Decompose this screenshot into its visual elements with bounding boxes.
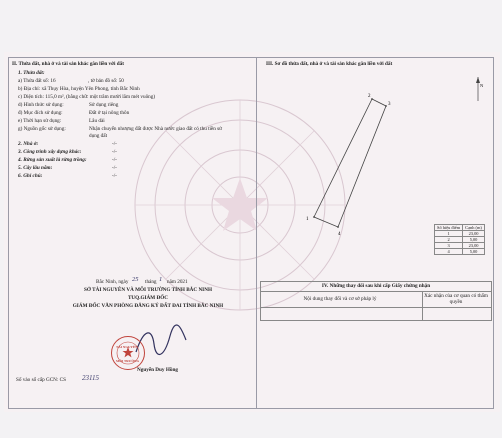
parcel-area: c) Diện tích: 115,0 m², (bằng chữ: một trăm mười lăm mét vuông) <box>18 94 156 100</box>
vertex-marker <box>313 216 315 218</box>
usage-purpose-label: đ) Mục đích sử dụng: <box>18 110 63 116</box>
changes-column-confirmation: Xác nhận của cơ quan có thẩm quyền <box>424 293 488 305</box>
column-divider <box>256 57 257 409</box>
planted-forest-value: -/- <box>112 157 117 163</box>
planted-forest-label: 4. Rừng sản xuất là rừng trồng: <box>18 157 87 163</box>
land-parcel-heading: 1. Thửa đất: <box>18 70 45 76</box>
department-name: SỞ TÀI NGUYÊN VÀ MÔI TRƯỜNG TỈNH BẮC NINH <box>84 287 212 293</box>
registration-office-name: GIÁM ĐỐC VĂN PHÒNG ĐĂNG KÝ ĐẤT ĐAI TỈNH BẮC NINH <box>72 303 224 309</box>
cell-point: 1 <box>435 231 463 237</box>
perennial-trees-value: -/- <box>112 165 117 171</box>
table-header-edge: Cạnh (m) <box>463 225 485 231</box>
cell-edge: 23,00 <box>463 231 485 237</box>
stamp-text-bottom: MÔI TRƯỜNG <box>116 359 140 363</box>
other-construction-value: -/- <box>112 149 117 155</box>
section-4-title: IV. Những thay đổi sau khi cấp Giấy chứng nhận <box>321 283 431 289</box>
changes-column-content: Nội dung thay đổi và cơ sở pháp lý <box>303 296 377 302</box>
serial-label: Số vào sổ cấp GCN: CS <box>16 377 67 383</box>
parcel-address: b) Địa chỉ: xã Thụy Hòa, huyện Yên Phong, tỉnh Bắc Ninh <box>18 86 140 92</box>
usage-form-value: Sử dụng riêng <box>89 102 119 108</box>
table-header-point: Số hiệu điểm <box>435 225 463 231</box>
usage-purpose-value: Đất ở tại nông thôn <box>89 110 130 116</box>
house-label: 2. Nhà ở: <box>18 141 39 147</box>
parcel-outline <box>314 99 386 227</box>
section-2-title: II. Thửa đất, nhà ở và tài sản khác gắn liền với đất <box>12 61 124 67</box>
issue-date-month-handwritten: 1 <box>159 276 163 283</box>
north-label: N <box>480 83 484 88</box>
table-row <box>435 249 485 255</box>
vertex-edge-table <box>434 224 485 255</box>
issue-date-prefix: Bắc Ninh, ngày <box>96 279 129 285</box>
cell-point: 4 <box>435 249 463 255</box>
vertex-marker <box>337 226 339 228</box>
vertex-marker <box>385 105 387 107</box>
vertex-label-3: 3 <box>388 102 391 107</box>
vertex-label-2: 2 <box>368 94 371 99</box>
cell-edge: 5,00 <box>463 237 485 243</box>
map-sheet-number: , tờ bản đồ số: 50 <box>88 78 124 84</box>
north-arrow-icon <box>476 77 484 101</box>
issue-date-month-word: tháng <box>145 279 157 285</box>
notes-value: -/- <box>112 173 117 179</box>
signer-name: Nguyễn Duy Hồng <box>137 367 178 373</box>
vertex-marker <box>371 98 373 100</box>
vertex-label-4: 4 <box>338 232 341 237</box>
perennial-trees-label: 5. Cây lâu năm: <box>18 165 53 171</box>
notes-label: 6. Ghi chú: <box>18 173 43 179</box>
usage-term-value: Lâu dài <box>89 118 105 124</box>
usage-origin-value-1: Nhận chuyển nhượng đất được Nhà nước giao đất có thu tiền sử <box>89 126 222 132</box>
serial-handwritten: 23115 <box>82 374 99 382</box>
cell-point: 3 <box>435 243 463 249</box>
cell-point: 2 <box>435 237 463 243</box>
house-value: -/- <box>112 141 117 147</box>
issue-date-day-handwritten: 25 <box>132 276 139 283</box>
other-construction-label: 3. Công trình xây dựng khác: <box>18 149 82 155</box>
changes-column-divider <box>422 291 423 320</box>
cell-edge: 23,00 <box>463 243 485 249</box>
official-stamp <box>110 335 146 371</box>
issue-date-year: năm 2021 <box>167 279 188 285</box>
authorization-line: TUQ.GIÁM ĐỐC <box>127 295 169 301</box>
parcel-number: a) Thửa đất số: 16 <box>18 78 56 84</box>
stamp-text-top: TÀI NGUYÊN <box>116 345 138 349</box>
usage-origin-label: g) Nguồn gốc sử dụng: <box>18 126 66 132</box>
usage-form-label: d) Hình thức sử dụng: <box>18 102 64 108</box>
usage-origin-value-2: dụng đất <box>89 133 108 139</box>
vertex-label-1: 1 <box>306 217 309 222</box>
usage-term-label: e) Thời hạn sử dụng: <box>18 118 62 124</box>
cell-edge: 5,00 <box>463 249 485 255</box>
section-3-title: III. Sơ đồ thửa đất, nhà ở và tài sản khác gắn liền với đất <box>266 61 393 67</box>
